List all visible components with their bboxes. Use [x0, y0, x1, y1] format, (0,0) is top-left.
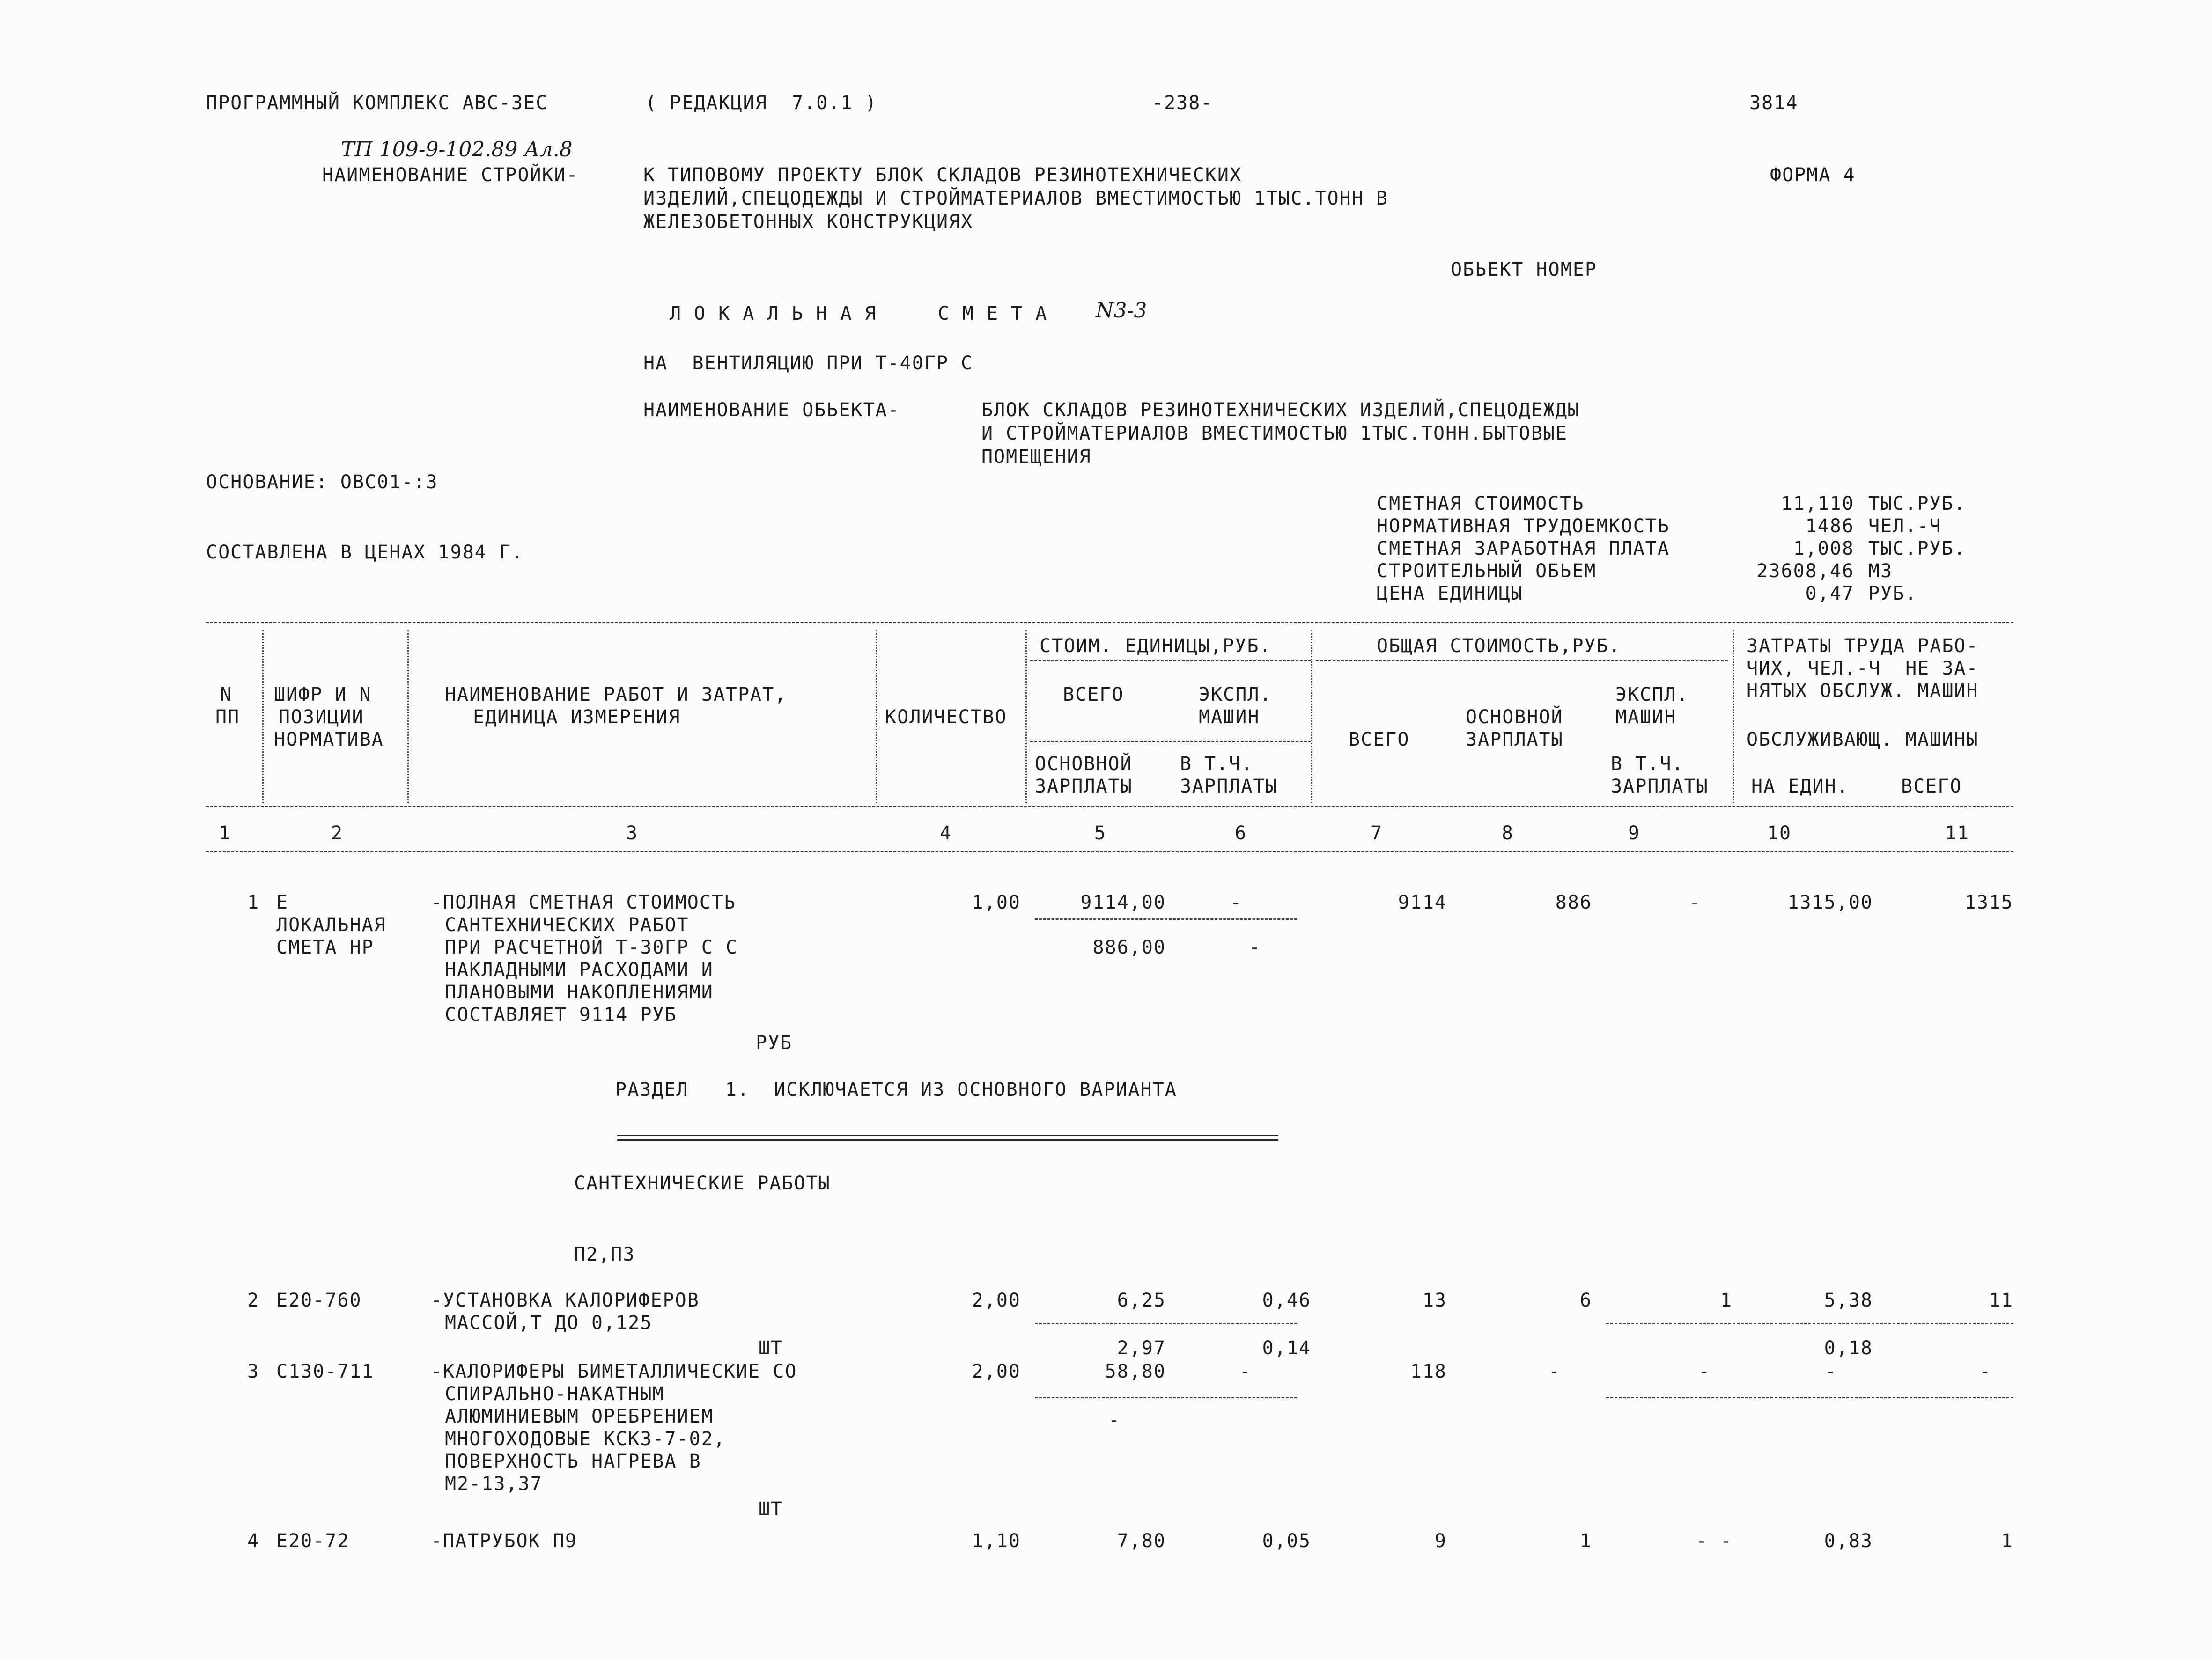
row-name: -КАЛОРИФЕРЫ БИМЕТАЛЛИЧЕСКИЕ СО — [431, 1361, 797, 1382]
row-unit-mach: 0,05 — [1262, 1530, 1311, 1552]
row-unit-mach-wage: - — [1248, 937, 1261, 958]
row-labor-unit: - — [1824, 1361, 1837, 1382]
summary-unit: ТЫС.РУБ. — [1868, 538, 1966, 559]
header-labor-mach: ОБСЛУЖИВАЮЩ. МАШИНЫ — [1747, 729, 1979, 750]
header-labor: ЧИХ, ЧЕЛ.-Ч НЕ ЗА- — [1747, 658, 1979, 679]
column-number: 4 — [939, 822, 952, 844]
row-total-wage: 1 — [1579, 1530, 1592, 1552]
row-name: СОСТАВЛЯЕТ 9114 РУБ — [445, 1004, 677, 1026]
header-total-mach: МАШИН — [1615, 706, 1677, 728]
summary-label: ЦЕНА ЕДИНИЦЫ — [1377, 583, 1523, 604]
summary-unit: ЧЕЛ.-Ч — [1868, 515, 1942, 537]
column-number: 3 — [626, 822, 639, 844]
row-labor-mach: 0,18 — [1824, 1337, 1873, 1359]
stroika-line-1: К ТИПОВОМУ ПРОЕКТУ БЛОК СКЛАДОВ РЕЗИНОТЕХНИЧЕСКИХ — [643, 164, 1242, 186]
row-name: -ПАТРУБОК П9 — [431, 1530, 577, 1552]
row-name: НАКЛАДНЫМИ РАСХОДАМИ И — [445, 959, 714, 981]
header-unit-mach: ЭКСПЛ. — [1199, 684, 1272, 705]
header-total-cost: ОБЩАЯ СТОИМОСТЬ,РУБ. — [1377, 635, 1621, 657]
header-total-wage: ОСНОВНОЙ — [1466, 706, 1563, 728]
column-number: 8 — [1501, 822, 1514, 844]
header-n: N — [220, 684, 233, 705]
program-name: ПРОГРАММНЫЙ КОМПЛЕКС АВС-3ЕС — [206, 92, 548, 114]
row-unit: ШТ — [759, 1498, 783, 1520]
row-total-wage: 886 — [1555, 892, 1592, 913]
section-underline — [617, 1135, 1278, 1141]
object-line-2: И СТРОЙМАТЕРИАЛОВ ВМЕСТИМОСТЬЮ 1ТЫС.ТОНН.БЫТОВЫЕ — [981, 423, 1568, 444]
header-labor-total: ВСЕГО — [1901, 776, 1962, 797]
row-name: М2-13,37 — [445, 1473, 543, 1495]
row-unit-wage: 2,97 — [1117, 1337, 1166, 1359]
row-underline — [1035, 1323, 1297, 1324]
row-total: 13 — [1422, 1290, 1447, 1311]
row-unit: ШТ — [759, 1337, 783, 1359]
row-total-mach: - — [1698, 1361, 1711, 1382]
header-total-all: ВСЕГО — [1349, 729, 1410, 750]
header-unit-wage: ЗАРПЛАТЫ — [1035, 776, 1133, 797]
header-code: ШИФР И N — [274, 684, 372, 705]
row-name: МАССОЙ,Т ДО 0,125 — [445, 1312, 653, 1334]
row-quantity: 2,00 — [972, 1290, 1021, 1311]
row-labor-total: 1315 — [1964, 892, 2013, 913]
row-labor-total: - — [1979, 1361, 1992, 1382]
header-unit-mach-wage: В Т.Ч. — [1180, 753, 1253, 775]
row-number: 3 — [247, 1361, 260, 1382]
row-total-mach: 1 — [1720, 1290, 1733, 1311]
row-total-wage: 6 — [1579, 1290, 1592, 1311]
column-numbers-rule — [206, 851, 2013, 852]
column-number: 1 — [218, 822, 231, 844]
header-unit-mach-wage: ЗАРПЛАТЫ — [1180, 776, 1278, 797]
header-quantity: КОЛИЧЕСТВО — [885, 706, 1007, 728]
summary-label: НОРМАТИВНАЯ ТРУДОЕМКОСТЬ — [1377, 515, 1670, 537]
row-name: -ПОЛНАЯ СМЕТНАЯ СТОИМОСТЬ — [431, 892, 737, 913]
table-top-rule — [206, 622, 2013, 623]
header-labor-unit: НА ЕДИН. — [1751, 776, 1849, 797]
row-code: С130-711 — [276, 1361, 374, 1382]
summary-label: СТРОИТЕЛЬНЫЙ ОБЬЕМ — [1377, 560, 1597, 582]
price-level: СОСТАВЛЕНА В ЦЕНАХ 1984 Г. — [206, 542, 524, 563]
row-quantity: 2,00 — [972, 1361, 1021, 1382]
row-underline — [1035, 1397, 1297, 1398]
object-number-label: ОБЬЕКТ НОМЕР — [1451, 259, 1597, 280]
row-underline — [1035, 918, 1297, 920]
header-labor: ЗАТРАТЫ ТРУДА РАБО- — [1747, 635, 1979, 657]
stroika-label: НАИМЕНОВАНИЕ СТРОЙКИ- — [322, 164, 579, 186]
document-title: ЛОКАЛЬНАЯ СМЕТА — [670, 303, 1060, 324]
row-unit-mach-wage: 0,14 — [1262, 1337, 1311, 1359]
summary-value: 1486 — [1805, 515, 1854, 537]
page-number: -238- — [1152, 92, 1213, 114]
row-unit-total: 7,80 — [1117, 1530, 1166, 1552]
header-total-mach: ЭКСПЛ. — [1615, 684, 1689, 705]
row-code: Е — [276, 892, 289, 913]
row-unit-total: 6,25 — [1117, 1290, 1166, 1311]
column-separator — [876, 630, 877, 803]
row-labor-unit: 5,38 — [1824, 1290, 1873, 1311]
row-number: 1 — [247, 892, 260, 913]
handwritten-reference: ТП 109-9-102.89 Ал.8 — [341, 138, 573, 161]
header-rule — [1030, 741, 1311, 742]
row-name: АЛЮМИНИЕВЫМ ОРЕБРЕНИЕМ — [445, 1406, 714, 1427]
row-code: Е20-72 — [276, 1530, 350, 1552]
edition: ( РЕДАКЦИЯ 7.0.1 ) — [645, 92, 877, 114]
row-total: 118 — [1410, 1361, 1447, 1382]
header-total-mach-wage: В Т.Ч. — [1611, 753, 1684, 775]
row-labor-unit: 0,83 — [1824, 1530, 1873, 1552]
section-title: РАЗДЕЛ 1. ИСКЛЮЧАЕТСЯ ИЗ ОСНОВНОГО ВАРИАНТА — [615, 1079, 1177, 1101]
header-total-wage: ЗАРПЛАТЫ — [1466, 729, 1563, 750]
row-number: 2 — [247, 1290, 260, 1311]
header-unit-mach: МАШИН — [1199, 706, 1260, 728]
header-labor: НЯТЫХ ОБСЛУЖ. МАШИН — [1747, 680, 1979, 702]
row-unit-mach: - — [1239, 1361, 1252, 1382]
column-number: 7 — [1370, 822, 1383, 844]
header-name: ЕДИНИЦА ИЗМЕРЕНИЯ — [473, 706, 681, 728]
column-separator — [1733, 630, 1734, 803]
form-number: ФОРМА 4 — [1770, 164, 1856, 186]
row-number: 4 — [247, 1530, 260, 1552]
column-number: 9 — [1628, 822, 1641, 844]
summary-value: 0,47 — [1805, 583, 1854, 604]
summary-unit: ТЫС.РУБ. — [1868, 493, 1966, 514]
column-number: 10 — [1767, 822, 1792, 844]
row-total-wage: - — [1548, 1361, 1561, 1382]
row-quantity: 1,00 — [972, 892, 1021, 913]
summary-label: СМЕТНАЯ СТОИМОСТЬ — [1377, 493, 1585, 514]
header-n: ПП — [215, 706, 240, 728]
object-line-3: ПОМЕЩЕНИЯ — [981, 446, 1091, 468]
row-name: ПОВЕРХНОСТЬ НАГРЕВА В — [445, 1451, 701, 1472]
row-unit-total: 9114,00 — [1080, 892, 1166, 913]
stroika-line-3: ЖЕЛЕЗОБЕТОННЫХ КОНСТРУКЦИЯХ — [643, 211, 973, 233]
header-code: ПОЗИЦИИ — [279, 706, 364, 728]
header-name: НАИМЕНОВАНИЕ РАБОТ И ЗАТРАТ, — [445, 684, 787, 705]
header-rule — [1316, 660, 1728, 661]
row-total-mach: - — [1688, 892, 1702, 913]
header-unit-cost: СТОИМ. ЕДИНИЦЫ,РУБ. — [1040, 635, 1272, 657]
header-unit-total: ВСЕГО — [1063, 684, 1124, 705]
header-total-mach-wage: ЗАРПЛАТЫ — [1611, 776, 1709, 797]
summary-value: 1,008 — [1793, 538, 1854, 559]
row-code: ЛОКАЛЬНАЯ — [276, 914, 386, 936]
for-what: НА ВЕНТИЛЯЦИЮ ПРИ Т-40ГР С — [643, 352, 973, 374]
row-quantity: 1,10 — [972, 1530, 1021, 1552]
row-code: СМЕТА НР — [276, 937, 374, 958]
row-unit: РУБ — [756, 1032, 793, 1054]
row-unit-wage: 886,00 — [1092, 937, 1166, 958]
row-labor-unit: 1315,00 — [1787, 892, 1873, 913]
column-separator — [407, 630, 409, 803]
row-total: 9114 — [1398, 892, 1447, 913]
section-subtitle: САНТЕХНИЧЕСКИЕ РАБОТЫ — [574, 1173, 831, 1194]
column-number: 5 — [1094, 822, 1107, 844]
row-name: СПИРАЛЬНО-НАКАТНЫМ — [445, 1383, 665, 1405]
row-name: ПЛАНОВЫМИ НАКОПЛЕНИЯМИ — [445, 982, 714, 1003]
row-total: 9 — [1434, 1530, 1447, 1552]
basis: ОСНОВАНИЕ: ОВС01-:3 — [206, 471, 438, 493]
row-unit-total: 58,80 — [1105, 1361, 1166, 1382]
row-name: -УСТАНОВКА КАЛОРИФЕРОВ — [431, 1290, 700, 1311]
header-bottom-rule — [206, 806, 2013, 807]
group-label: П2,П3 — [574, 1244, 635, 1265]
row-underline — [1606, 1323, 2013, 1324]
row-labor-total: 1 — [2001, 1530, 2013, 1552]
row-name: САНТЕХНИЧЕСКИХ РАБОТ — [445, 914, 689, 936]
summary-unit: М3 — [1868, 560, 1893, 582]
row-unit-mach: 0,46 — [1262, 1290, 1311, 1311]
header-code: НОРМАТИВА — [274, 729, 384, 750]
header-rule — [1030, 660, 1311, 661]
row-name: МНОГОХОДОВЫЕ КСК3-7-02, — [445, 1428, 726, 1450]
stroika-line-2: ИЗДЕЛИЙ,СПЕЦОДЕЖДЫ И СТРОЙМАТЕРИАЛОВ ВМЕСТИМОСТЬЮ 1ТЫС.ТОНН В — [643, 188, 1389, 209]
row-unit-wage: - — [1108, 1409, 1121, 1431]
row-total-mach: - - — [1696, 1530, 1733, 1552]
summary-value: 11,110 — [1781, 493, 1854, 514]
summary-unit: РУБ. — [1868, 583, 1917, 604]
column-separator — [1311, 630, 1312, 803]
column-number: 11 — [1945, 822, 1970, 844]
row-labor-total: 11 — [1989, 1290, 2013, 1311]
column-number: 6 — [1234, 822, 1247, 844]
sheet-number: 3814 — [1749, 92, 1799, 114]
row-unit-mach: - — [1230, 892, 1243, 913]
header-unit-wage: ОСНОВНОЙ — [1035, 753, 1133, 775]
object-label: НАИМЕНОВАНИЕ ОБЬЕКТА- — [643, 399, 900, 421]
column-number: 2 — [331, 822, 344, 844]
object-line-1: БЛОК СКЛАДОВ РЕЗИНОТЕХНИЧЕСКИХ ИЗДЕЛИЙ,СПЕЦОДЕЖДЫ — [981, 399, 1580, 421]
row-underline — [1606, 1397, 2013, 1398]
document-title-number: N3-3 — [1096, 299, 1147, 323]
column-separator — [1025, 630, 1027, 803]
summary-label: СМЕТНАЯ ЗАРАБОТНАЯ ПЛАТА — [1377, 538, 1670, 559]
row-code: Е20-760 — [276, 1290, 362, 1311]
row-name: ПРИ РАСЧЕТНОЙ Т-30ГР С С — [445, 937, 738, 958]
summary-value: 23608,46 — [1756, 560, 1854, 582]
column-separator — [262, 630, 264, 803]
